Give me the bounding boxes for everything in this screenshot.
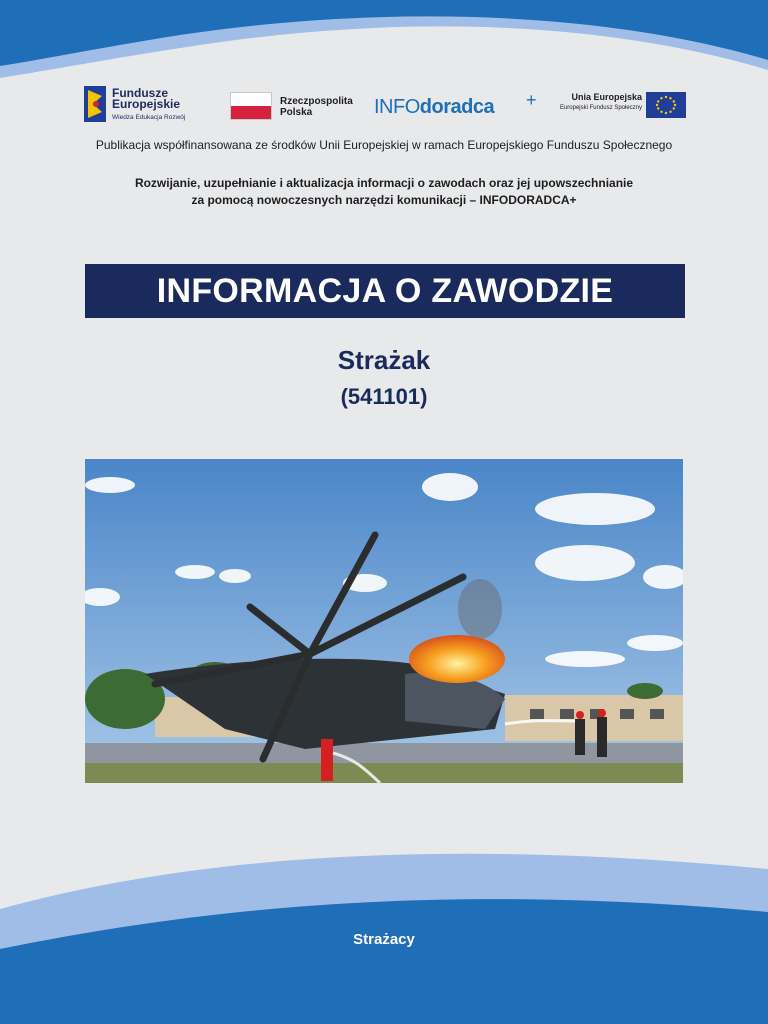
- infodoradca-part-doradca: doradca: [419, 96, 495, 118]
- fundusze-europejskie-logo: [84, 84, 214, 124]
- eu-flag-icon: [646, 92, 686, 118]
- firefighters-training-photo: [85, 459, 683, 783]
- rzeczpospolita-logo: [230, 84, 370, 124]
- project-line-1: Rozwijanie, uzupełnianie i aktualizacja informacji o zawodach oraz jej upowszechnianie: [134, 176, 634, 190]
- infodoradca-logo: [374, 84, 544, 124]
- occupation-name: Strażak: [337, 345, 431, 375]
- rp-label: Rzeczpospolita Polska: [280, 96, 353, 118]
- infodoradca-part-info: INFO: [374, 96, 420, 118]
- fundusze-star-icon: [84, 86, 106, 122]
- ue-subtitle: Europejski Fundusz Społeczny: [559, 105, 642, 111]
- fundusze-subtitle: Wiedza Edukacja Rozwój: [112, 114, 186, 121]
- page-title-banner: INFORMACJA O ZAWODZIE: [85, 264, 685, 318]
- ue-title: Unia Europejska: [571, 92, 642, 102]
- infodoradca-plus: +: [526, 90, 537, 110]
- fundusze-title: Fundusze Europejskie: [112, 86, 181, 111]
- polish-flag-icon: [230, 92, 272, 120]
- occupation-code: (541101): [340, 384, 428, 409]
- project-line-2: za pomocą nowoczesnych narzędzi komunikacji – INFODORADCA+: [191, 193, 577, 207]
- occupation-group-label: Strażacy: [353, 931, 415, 948]
- bottom-wave-decoration: [0, 824, 768, 1024]
- logo-bar: [84, 84, 686, 124]
- cofinancing-note: Publikacja współfinansowana ze środków Unii Europejskiej w ramach Europejskiego Funduszu Społecznego: [95, 138, 673, 152]
- project-description: [0, 175, 768, 209]
- unia-europejska-logo: [554, 84, 686, 124]
